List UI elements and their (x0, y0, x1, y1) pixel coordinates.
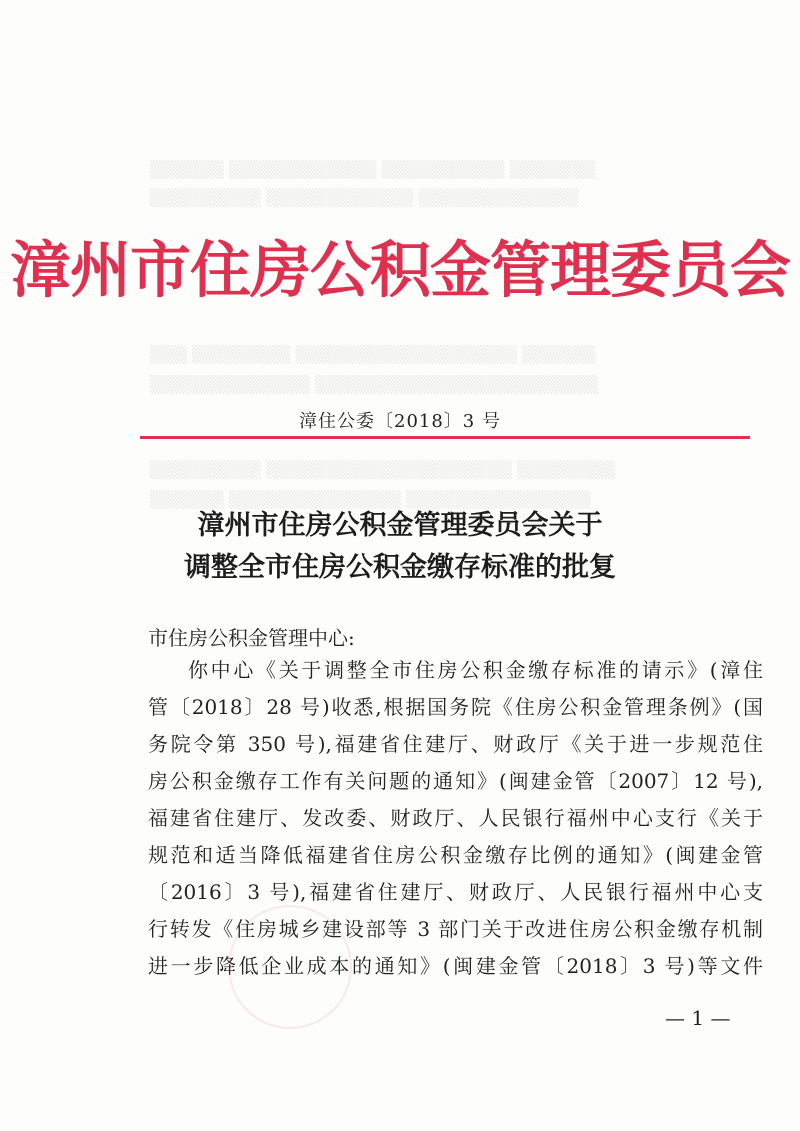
show-through-text: ▒▒▒▒▒▒ ▒▒▒▒▒▒▒▒▒▒▒▒▒▒ ▒▒▒▒▒▒▒▒▒▒▒▒▒▒▒ (150, 490, 591, 509)
show-through-text: ▒▒▒▒▒▒▒▒▒ ▒▒▒▒▒▒▒▒▒▒▒▒ ▒▒▒▒▒▒▒▒▒▒▒▒▒ (150, 188, 579, 207)
document-number: 漳住公委〔2018〕3 号 (299, 411, 501, 432)
issuer-header: 漳州市住房公积金管理委员会 (9, 235, 790, 306)
body-line: 规范和适当降低福建省住房公积金缴存比例的通知》(闽建金管 (148, 843, 763, 867)
body-line: 行转发《住房城乡建设部等 3 部门关于改进住房公积金缴存机制 (148, 917, 763, 941)
body-line: 进一步降低企业成本的通知》(闽建金管〔2018〕3 号)等文件 (148, 954, 763, 978)
body-line: 〔2016〕3 号),福建省住建厅、财政厅、人民银行福州中心支 (148, 880, 763, 904)
show-through-text: ▒▒▒▒▒▒▒▒▒ ▒▒▒▒▒▒▒▒▒▒▒▒▒▒▒▒▒▒▒▒ ▒▒▒▒▒▒▒▒ (150, 460, 616, 479)
title-line-1: 漳州市住房公积金管理委员会关于 (197, 510, 603, 541)
page-number: — 1 — (665, 1006, 731, 1030)
body-line: 福建省住建厅、发改委、财政厅、人民银行福州中心支行《关于 (148, 806, 763, 830)
body-line: 房公积金缴存工作有关问题的通知》(闽建金管〔2007〕12 号), (148, 769, 763, 793)
salutation: 市住房公积金管理中心: (148, 626, 355, 650)
show-through-text: ▒▒▒▒▒▒ ▒▒▒▒▒▒▒▒▒▒▒▒ ▒▒▒▒▒▒▒▒▒▒ ▒▒▒▒▒▒▒ (150, 160, 596, 179)
title-line-2: 调整全市住房公积金缴存标准的批复 (184, 552, 616, 583)
body-line: 管〔2018〕28 号)收悉,根据国务院《住房公积金管理条例》(国 (148, 695, 763, 719)
faint-seal-impression (228, 905, 352, 1029)
document-title (0, 505, 800, 589)
body-line: 你中心《关于调整全市住房公积金缴存标准的请示》(漳住 (188, 658, 763, 682)
red-divider-line (140, 436, 750, 439)
body-line: 务院令第 350 号),福建省住建厅、财政厅《关于进一步规范住 (148, 732, 763, 756)
show-through-text: ▒▒▒ ▒▒▒▒▒▒▒▒ ▒▒▒▒▒▒▒▒▒▒▒▒▒▒▒▒▒▒ ▒▒▒▒▒▒ (150, 345, 596, 364)
show-through-text: ▒▒▒▒▒▒▒▒▒▒▒▒▒ ▒▒▒▒▒▒▒▒▒▒▒▒▒▒▒▒▒▒▒▒▒▒▒ (150, 375, 599, 394)
